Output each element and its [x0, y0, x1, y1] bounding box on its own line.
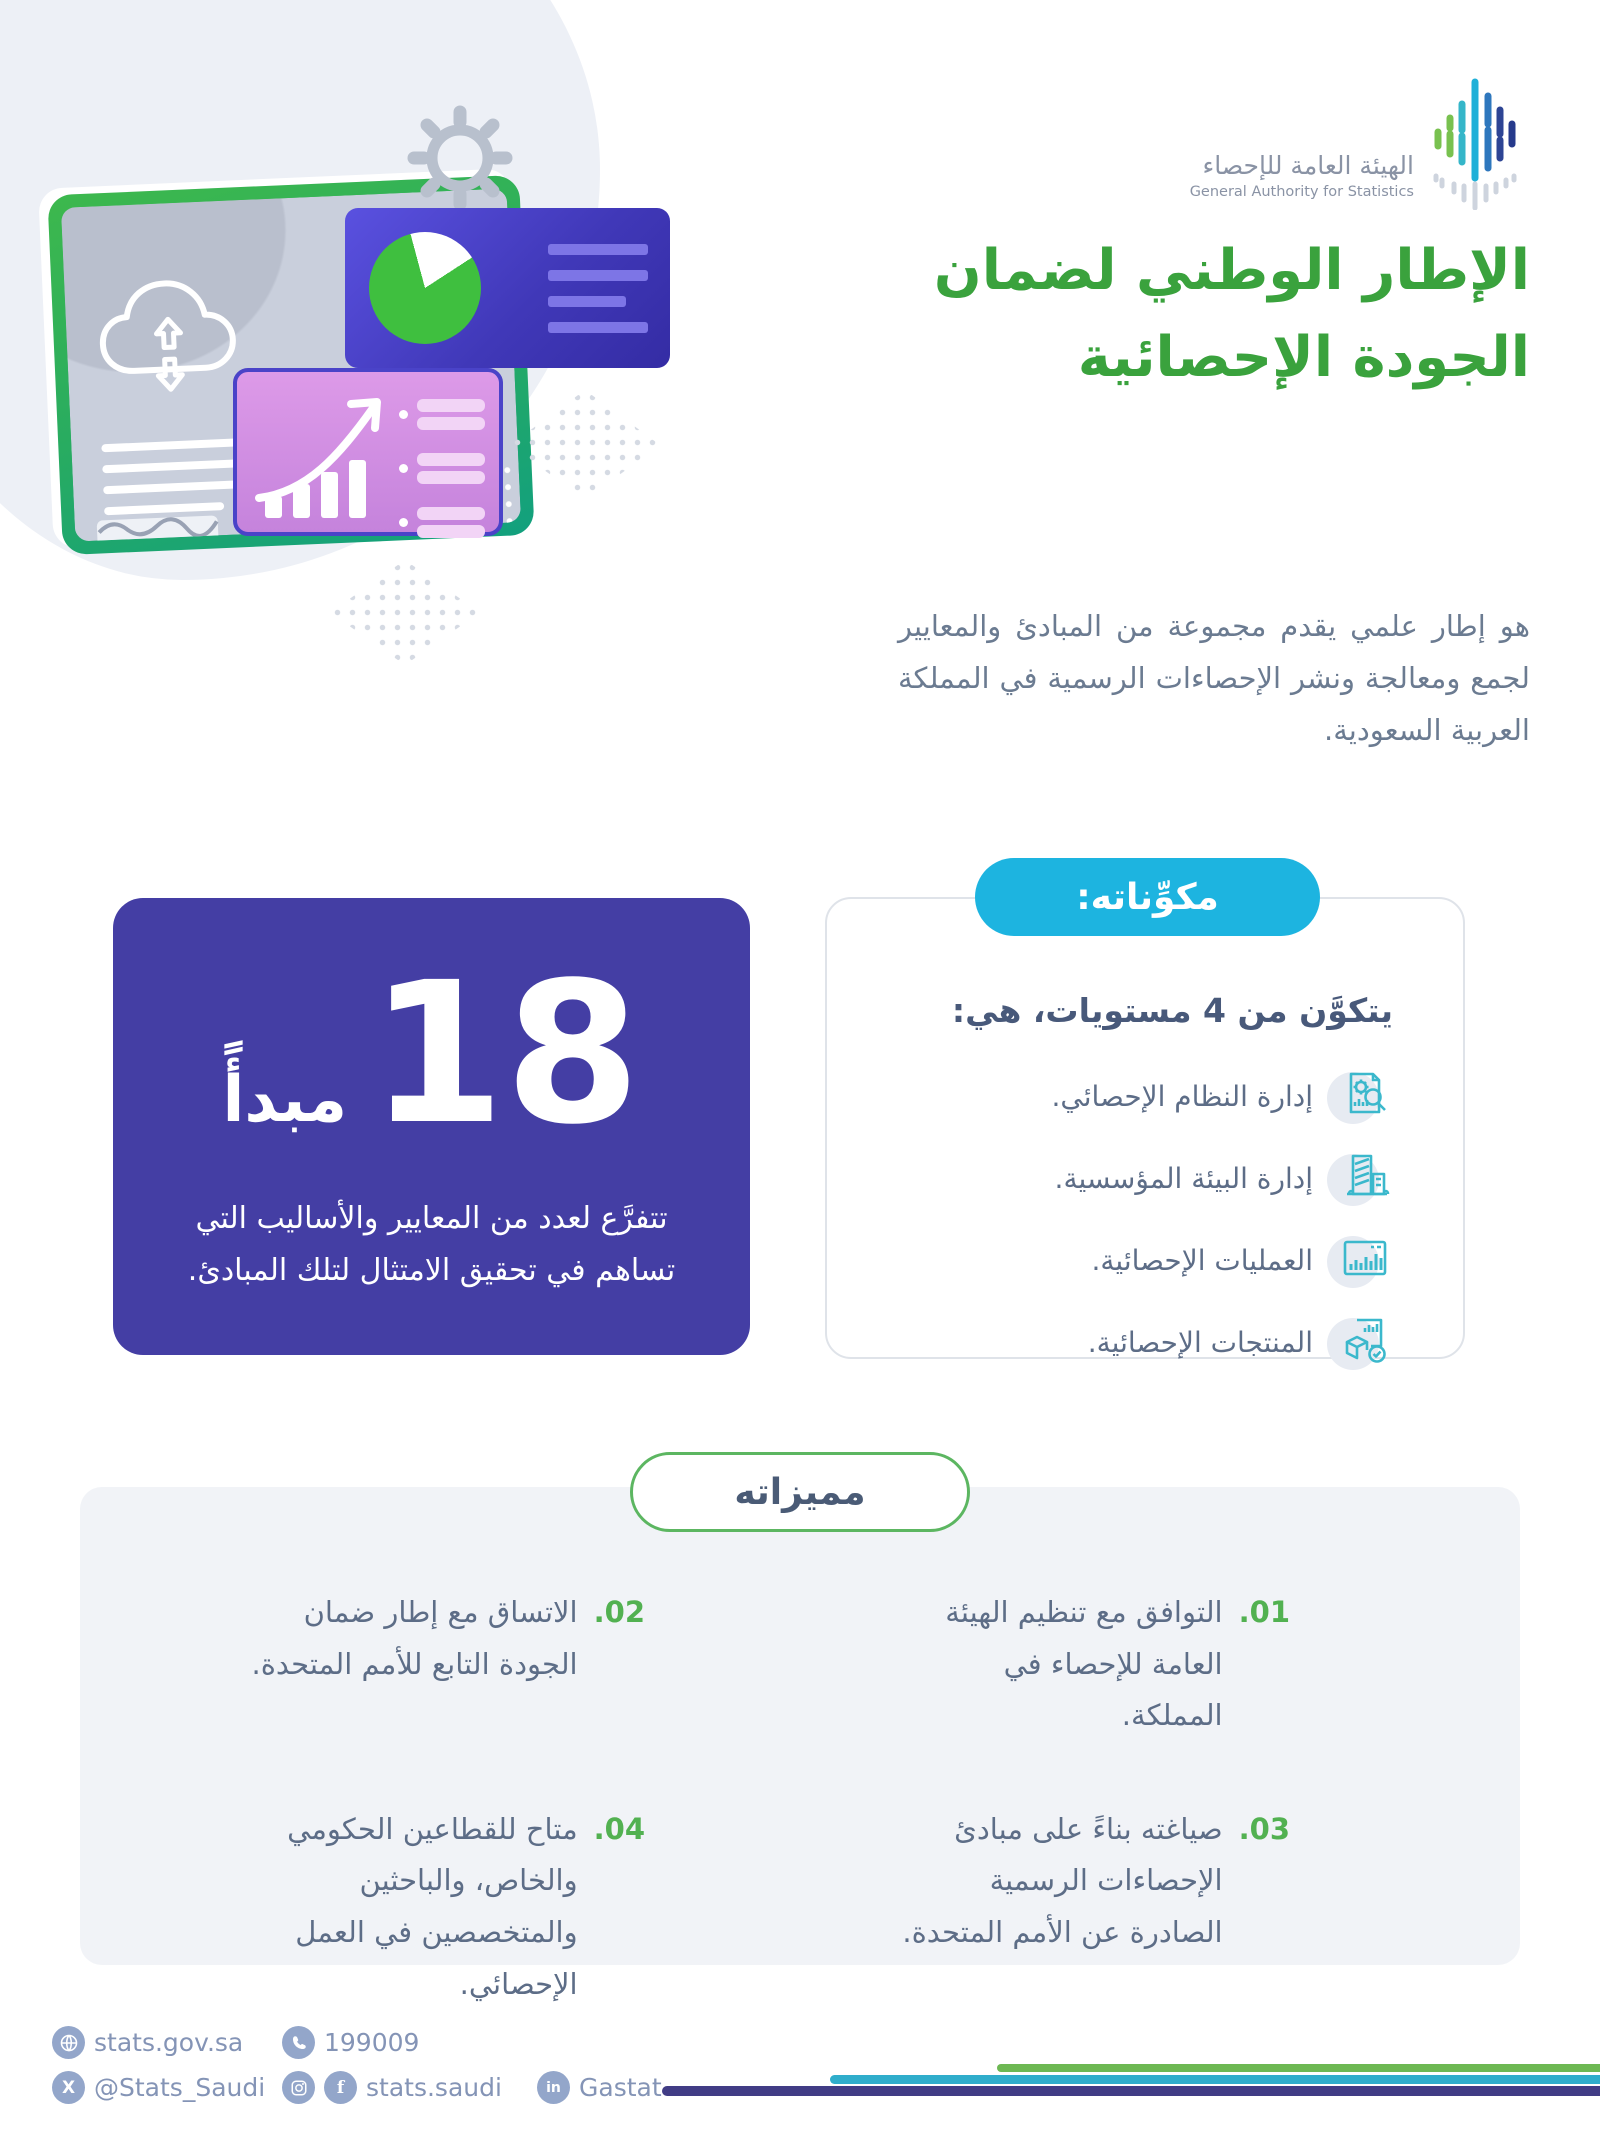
x-social-link[interactable]: [52, 2071, 282, 2104]
phone-contact[interactable]: [282, 2026, 419, 2059]
gray-dots-accent: [510, 390, 660, 500]
principles-unit: مبدأً: [222, 1062, 348, 1137]
feature-text: صياغته بناءً على مبادئ الإحصاءات الرسمية الصادرة عن الأمم المتحدة.: [902, 1811, 1223, 1950]
bar-chart-icon: [265, 460, 366, 518]
component-label: إدارة البيئة المؤسسية.: [1054, 1161, 1313, 1195]
feature-number: 01.: [1238, 1595, 1290, 1629]
feature-text: الاتساق مع إطار ضمان الجودة التابع للأمم المتحدة.: [251, 1595, 578, 1681]
intro-description: هو إطار علمي يقدم مجموعة من المبادئ والمعايير لجمع ومعالجة ونشر الإحصاءات الرسمية في المملكة العربية السعودية.: [898, 609, 1530, 748]
title-line-2: الجودة الإحصائية: [1077, 324, 1530, 390]
page-title: [890, 228, 1530, 402]
x-icon: X: [52, 2071, 85, 2104]
presentation-card: [345, 208, 670, 368]
brand-name-arabic: الهيئة العامة للإحصاء: [1202, 151, 1414, 180]
website-text: stats.gov.sa: [94, 2028, 244, 2057]
list-item-statistical-products: [867, 1312, 1393, 1372]
footer-stripe-indigo: [662, 2086, 1600, 2096]
instagram-icon: [282, 2071, 315, 2104]
brand-name-english: General Authority for Statistics: [1189, 184, 1414, 200]
list-item-statistical-operations: [867, 1230, 1393, 1290]
gastat-brand: [1190, 70, 1532, 214]
feature-number: 02.: [593, 1595, 645, 1629]
feature-item-04: [250, 1804, 645, 2010]
linkedin-icon: in: [537, 2071, 570, 2104]
globe-icon: [52, 2026, 85, 2059]
footer-stripe-green: [997, 2064, 1600, 2072]
features-grid: [80, 1487, 1520, 2060]
feature-number: 04.: [593, 1811, 645, 1846]
component-label: المنتجات الإحصائية.: [1087, 1325, 1313, 1359]
slide-text-lines: [548, 244, 648, 348]
dashboard-illustration: [30, 90, 730, 670]
title-line-1: الإطار الوطني لضمان: [933, 238, 1530, 303]
features-badge: مميزاته: [630, 1452, 970, 1532]
footer: [52, 2026, 662, 2116]
feature-item-03: [895, 1804, 1290, 2010]
phone-text: 199009: [324, 2028, 420, 2057]
gastat-bars-logo-icon: [1428, 70, 1532, 214]
feature-text: التوافق مع تنظيم الهيئة العامة للإحصاء في المملكة.: [945, 1595, 1223, 1733]
phone-icon: [282, 2026, 315, 2059]
components-card: [825, 897, 1465, 1359]
component-label: إدارة النظام الإحصائي.: [1051, 1079, 1313, 1113]
instagram-facebook-link[interactable]: [282, 2071, 537, 2104]
principles-box: [113, 898, 750, 1355]
principles-count: 18: [369, 939, 641, 1167]
linkedin-text: Gastat: [579, 2073, 662, 2102]
feature-number: 03.: [1238, 1811, 1290, 1846]
building-icon: [1333, 1148, 1393, 1208]
gear-icon: [400, 98, 520, 222]
analytics-card: [233, 368, 503, 536]
gray-dots-accent: [330, 560, 480, 665]
footer-stripe-cyan: [830, 2075, 1600, 2084]
document-gear-search-icon: [1333, 1066, 1393, 1126]
feature-text: متاح للقطاعين الحكومي والخاص، والباحثين والمتخصصين في العمل الإحصائي.: [287, 1811, 578, 2001]
x-handle-text: @Stats_Saudi: [94, 2073, 266, 2102]
product-box-check-icon: [1333, 1312, 1393, 1372]
list-item-institutional-environment: [867, 1148, 1393, 1208]
linkedin-link[interactable]: [537, 2071, 662, 2104]
feature-item-02: [250, 1587, 645, 1742]
principles-description: تتفرَّع لعدد من المعايير والأساليب التي تساهم في تحقيق الامتثال لتلك المبادئ.: [187, 1200, 676, 1288]
website-link[interactable]: [52, 2026, 282, 2059]
facebook-icon: f: [324, 2071, 357, 2104]
components-heading: يتكوَّن من 4 مستويات، هي:: [951, 991, 1393, 1030]
list-item-statistical-system: [867, 1066, 1393, 1126]
chart-screen-icon: [1333, 1230, 1393, 1290]
wave-chart: [94, 501, 223, 541]
social-handle-text: stats.saudi: [366, 2073, 502, 2102]
feature-item-01: [895, 1587, 1290, 1742]
pie-chart-icon: [369, 232, 481, 344]
list-items: [399, 394, 485, 556]
component-label: العمليات الإحصائية.: [1091, 1243, 1313, 1277]
components-badge: مكوِّناته:: [975, 858, 1320, 936]
